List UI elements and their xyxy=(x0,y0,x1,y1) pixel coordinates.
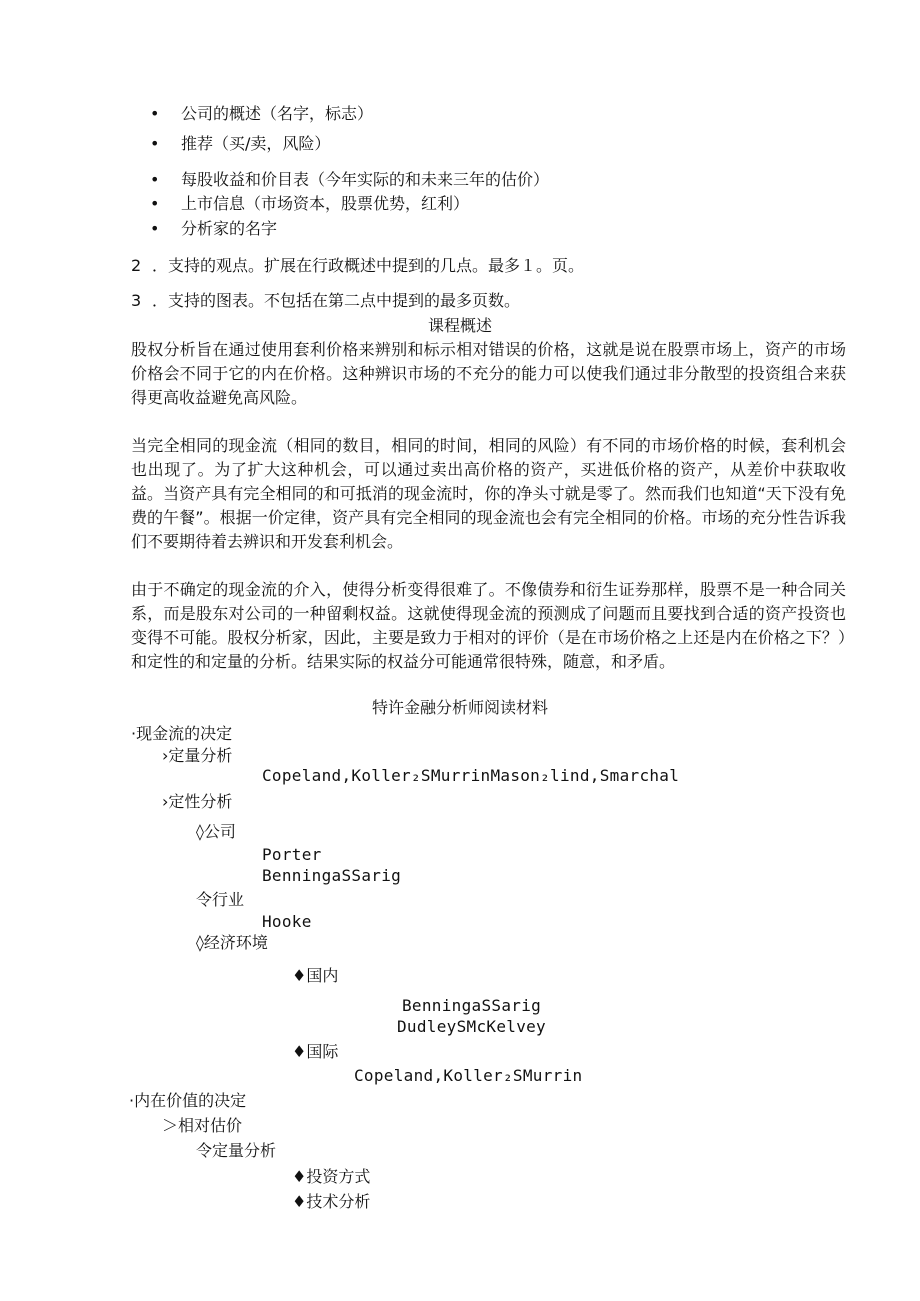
report-item-text: 分析家的名字 xyxy=(181,219,278,238)
bullet-icon: • xyxy=(150,104,160,123)
report-item-text: 上市信息（市场资本，股票优势，红利） xyxy=(181,194,470,213)
industry-heading: 令行业 xyxy=(196,890,245,909)
readings-title: 特许金融分析师阅读材料 xyxy=(371,698,548,717)
domestic-reference: BenningaSSarig xyxy=(402,996,542,1015)
report-item-text: 每股收益和价目表（今年实际的和未来三年的估价） xyxy=(181,170,550,189)
company-reference: Porter xyxy=(262,845,322,864)
overview-title: 课程概述 xyxy=(427,316,492,335)
domestic-reference: DudleySMcKelvey xyxy=(397,1017,546,1036)
quant-heading: ›定量分析 xyxy=(162,746,233,765)
bullet-icon: • xyxy=(150,219,160,238)
overview-paragraph: 由于不确定的现金流的介入，使得分析变得很难了。不像债券和衍生证券那样，股票不是一种合同关系，而是股东对公司的一种留剩权益。这就使得现金流的预测成了问题而且要找到合适的资产投资也变得不可能。股权分析家，因此，主要是致力于相对的评价（是在市场价格之上还是内在价格之下？）和定性的和定量的分析。结果实际的权益分可能通常很特殊，随意，和矛盾。 xyxy=(131,580,846,671)
report-item-text: 推荐（买/卖，风险） xyxy=(181,134,331,153)
intrinsic-heading: ·内在价值的决定 xyxy=(129,1091,247,1110)
qual-heading: ›定性分析 xyxy=(162,792,233,811)
company-reference: BenningaSSarig xyxy=(262,866,402,885)
bullet-icon: • xyxy=(150,134,160,153)
tech-analysis-item: ♦技术分析 xyxy=(292,1192,371,1211)
overview-paragraph: 股权分析旨在通过使用套利价格来辨别和标示相对错误的价格，这就是说在股票市场上，资产的市场价格会不同于它的内在价格。这种辨识市场的不充分的能力可以使我们通过非分散型的投资组合来获得更高收益避免高风险。 xyxy=(131,340,846,407)
industry-reference: Hooke xyxy=(262,912,312,931)
international-reference: Copeland,Koller₂SMurrin xyxy=(354,1066,583,1085)
relative-heading: ＞相对估价 xyxy=(162,1116,243,1135)
report-item-text: 公司的概述（名字，标志） xyxy=(181,104,374,123)
company-heading: ◊公司 xyxy=(196,822,236,841)
cashflow-heading: ·现金流的决定 xyxy=(131,724,233,743)
point-number: 2 xyxy=(131,256,142,275)
overview-paragraph: 当完全相同的现金流（相同的数目，相同的时间，相同的风险）有不同的市场价格的时候，套利机会也出现了。为了扩大这种机会，可以通过卖出高价格的资产，买进低价格的资产，从差价中获取收益。当资产具有完全相同的和可抵消的现金流时，你的净头寸就是零了。然而我们也知道“天下没有免费的午餐”。根据一价定律，资产具有完全相同的现金流也会有完全相同的价格。市场的充分性告诉我们不要期待着去辨识和开发套利机会。 xyxy=(131,436,846,551)
point-number: 3 xyxy=(131,291,142,310)
bullet-icon: • xyxy=(150,194,160,213)
bullet-icon: • xyxy=(150,170,160,189)
invest-method-item: ♦投资方式 xyxy=(292,1167,371,1186)
point-text: ．支持的观点。扩展在行政概述中提到的几点。最多１。页。 xyxy=(152,256,585,275)
international-heading: ♦国际 xyxy=(292,1042,339,1061)
economy-heading: ◊经济环境 xyxy=(196,933,268,952)
quant-reference: Copeland,Koller₂SMurrinMason₂lind,Smarchal xyxy=(262,766,680,785)
relative-quant-heading: 令定量分析 xyxy=(196,1141,277,1160)
point-text: ．支持的图表。不包括在第二点中提到的最多页数。 xyxy=(152,291,521,310)
domestic-heading: ♦国内 xyxy=(292,966,339,985)
